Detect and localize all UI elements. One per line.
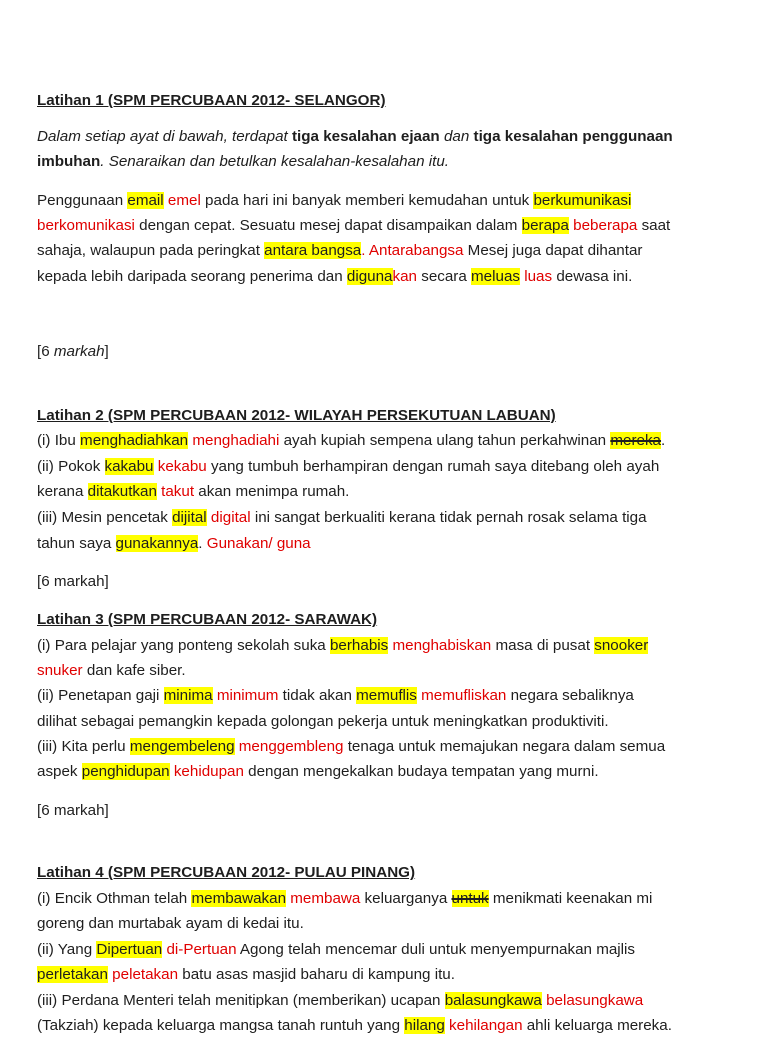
- marks-latihan-2: [6 markah]: [37, 573, 109, 590]
- latihan-4-q1-line-1: (i) Encik Othman telah membawakan membawa keluarganya untuk menikmati keenakan mi: [37, 890, 653, 907]
- heading-latihan-4: Latihan 4 (SPM PERCUBAAN 2012- PULAU PINANG): [37, 864, 416, 881]
- latihan-2-q1: (i) Ibu menghadiahkan menghadiahi ayah kupiah sempena ulang tahun perkahwinan mereka.: [37, 432, 666, 449]
- instruction-line-1: Dalam setiap ayat di bawah, terdapat tiga kesalahan ejaan dan tiga kesalahan penggunaan: [37, 128, 673, 145]
- latihan-2-q3-line-2: tahun saya gunakannya. Gunakan/ guna: [37, 535, 311, 552]
- passage-line-1: Penggunaan email emel pada hari ini banyak memberi kemudahan untuk berkumunikasi: [37, 192, 632, 209]
- latihan-4-q2-line-1: (ii) Yang Dipertuan di-Pertuan Agong telah mencemar duli untuk menyempurnakan majlis: [37, 941, 636, 958]
- instruction-line-2: imbuhan. Senaraikan dan betulkan kesalahan-kesalahan itu.: [37, 153, 449, 170]
- passage-line-4: kepada lebih daripada seorang penerima dan digunakan secara meluas luas dewasa ini.: [37, 268, 633, 285]
- latihan-4-q3-line-2: (Takziah) kepada keluarga mangsa tanah runtuh yang hilang kehilangan ahli keluarga mereka.: [37, 1017, 672, 1034]
- latihan-3-q1-line-1: (i) Para pelajar yang ponteng sekolah suka berhabis menghabiskan masa di pusat snooker: [37, 637, 649, 654]
- latihan-3-q2-line-1: (ii) Penetapan gaji minima minimum tidak akan memuflis memufliskan negara sebaliknya: [37, 687, 634, 704]
- latihan-3-q1-line-2: snuker dan kafe siber.: [37, 662, 186, 679]
- heading-latihan-3: Latihan 3 (SPM PERCUBAAN 2012- SARAWAK): [37, 611, 378, 628]
- heading-latihan-2: Latihan 2 (SPM PERCUBAAN 2012- WILAYAH PERSEKUTUAN LABUAN): [37, 407, 556, 424]
- marks-latihan-3: [6 markah]: [37, 802, 109, 819]
- latihan-2-q3-line-1: (iii) Mesin pencetak dijital digital ini sangat berkualiti kerana tidak pernah rosak selama tiga: [37, 509, 647, 526]
- passage-line-3: sahaja, walaupun pada peringkat antara bangsa. Antarabangsa Mesej juga dapat dihantar: [37, 242, 643, 259]
- latihan-4-q3-line-1: (iii) Perdana Menteri telah menitipkan (memberikan) ucapan balasungkawa belasungkawa: [37, 992, 644, 1009]
- latihan-3-q3-line-2: aspek penghidupan kehidupan dengan mengekalkan budaya tempatan yang murni.: [37, 763, 599, 780]
- latihan-2-q2-line-1: (ii) Pokok kakabu kekabu yang tumbuh berhampiran dengan rumah saya ditebang oleh ayah: [37, 458, 660, 475]
- latihan-4-q2-line-2: perletakan peletakan batu asas masjid baharu di kampung itu.: [37, 966, 455, 983]
- passage-line-2: berkomunikasi dengan cepat. Sesuatu mesej dapat disampaikan dalam berapa beberapa saat: [37, 217, 671, 234]
- latihan-4-q1-line-2: goreng dan murtabak ayam di kedai itu.: [37, 915, 304, 932]
- latihan-3-q2-line-2: dilihat sebagai pemangkin kepada golongan pekerja untuk meningkatkan produktiviti.: [37, 713, 609, 730]
- latihan-2-q2-line-2: kerana ditakutkan takut akan menimpa rumah.: [37, 483, 350, 500]
- marks-latihan-1: [6 markah]: [37, 343, 109, 360]
- heading-latihan-1: Latihan 1 (SPM PERCUBAAN 2012- SELANGOR): [37, 92, 386, 109]
- latihan-3-q3-line-1: (iii) Kita perlu mengembeleng menggembleng tenaga untuk memajukan negara dalam semua: [37, 738, 666, 755]
